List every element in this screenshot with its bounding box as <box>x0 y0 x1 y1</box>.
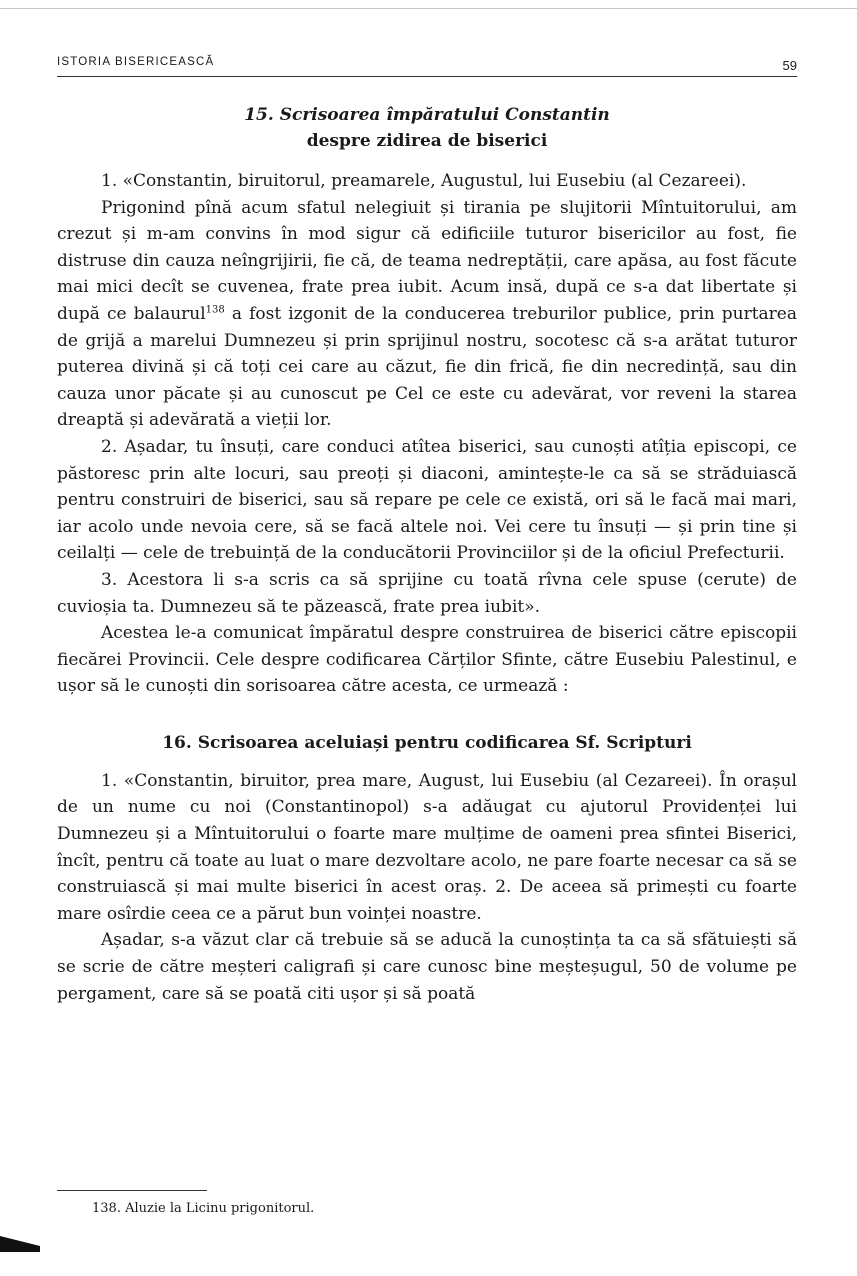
section-15-title-line-1: 15. Scrisoarea împăratului Constantin <box>244 105 610 125</box>
section-15-paragraph-1: 1. «Constantin, biruitorul, preamarele, Augustul, lui Eusebiu (al Cezareei). <box>101 171 747 191</box>
section-15-paragraph-4: 3. Acestora li s-a scris ca să sprijine cu toată rîvna cele spuse (cerute) de cuvioșia ta. Dumnezeu să te păzească, frate prea iubit». <box>57 569 797 617</box>
section-15-paragraph-5: Acestea le-a comunicat împăratul despre construirea de biserici către episcopii fiecărei Provincii. Cele despre codificarea Cărților Sfinte, către Eusebiu Palestinul, e ușor să le cunoști din sorisoarea către acesta, ce urmează : <box>57 623 797 697</box>
footnote-reference: 138 <box>205 304 225 316</box>
section-15-title-line-2: despre zidirea de biserici <box>306 131 548 151</box>
page-body <box>57 102 797 1007</box>
page-header <box>57 48 797 77</box>
scan-corner-mark <box>0 1236 40 1252</box>
footnote-divider <box>57 1190 207 1191</box>
footnote: 138. Aluzie la Licinu prigonitorul. <box>92 1201 315 1216</box>
page-number: 59 <box>782 58 797 73</box>
section-15-paragraph-2-text: Prigonind pînă acum sfatul nelegiuit și tirania pe slujitorii Mîntuitorului, am crezut și m-am convins în mod sigur că edificiile tuturor bisericilor au fost, fie distruse din cauza neîngrijirii, fie că, de teama nedreptății, care apăsa, au fost făcute mai mici decît se cuvenea, frate prea iubit. Acum insă, după ce s-a dat libertate și după ce balaurul <box>57 197 797 324</box>
section-15-paragraph-2 <box>57 195 797 434</box>
section-15-paragraph-3: 2. Așadar, tu însuți, care conduci atîtea biserici, sau cunoști atîția episcopi, ce păstoresc prin alte locuri, sau preoți și diaconi, amintește-le ca să se străduiască pentru construiri de biserici, sau să repare pe cele ce există, ori să le facă mai mari, iar acolo unde nevoia cere, să se facă altele noi. Vei cere tu însuți — și prin tine și ceilalți — cele de trebuință de la conducătorii Provinciilor și de la oficiul Prefecturii. <box>57 436 797 564</box>
section-15-paragraph-2-cont: a fost izgonit de la conducerea treburilor publice, prin purtarea de grijă a marelui Dumnezeu și prin sprijinul nostru, socotesc că s-a arătat tuturor puterea divină și că toți cei care au căzut, fie din frică, fie din necredință, sau din cauza unor păcate și au cunoscut pe Cel ce este cu adevărat, vor reveni la starea dreaptă și adevărată a vieții lor. <box>57 303 797 431</box>
section-15-title <box>57 102 797 154</box>
section-16-paragraph-2: Așadar, s-a văzut clar că trebuie să se aducă la cunoștința ta ca să sfătuiești să se scrie de către meșteri caligrafi și care cunosc bine meșteșugul, 50 de volume pe pergament, care să se poată citi ușor și să poată <box>57 930 797 1004</box>
running-title: ISTORIA BISERICEASCĂ <box>57 56 215 68</box>
section-16-title: 16. Scrisoarea aceluiași pentru codificarea Sf. Scripturi <box>162 732 692 753</box>
scan-top-edge <box>0 8 857 9</box>
section-16-paragraph-1: 1. «Constantin, biruitor, prea mare, August, lui Eusebiu (al Cezareei). În orașul de un nume cu noi (Constantinopol) s-a adăugat cu ajutorul Providenței lui Dumnezeu și a Mîntuitorului o foarte mare mulțime de oameni prea sfintei Biserici, încît, pentru că toate au luat o mare dezvoltare acolo, ne pare foarte necesar ca să se construiască și mai multe biserici în acest oraș. 2. De aceea să primești cu foarte mare osîrdie ceea ce a părut bun voinței noastre. <box>57 770 797 924</box>
